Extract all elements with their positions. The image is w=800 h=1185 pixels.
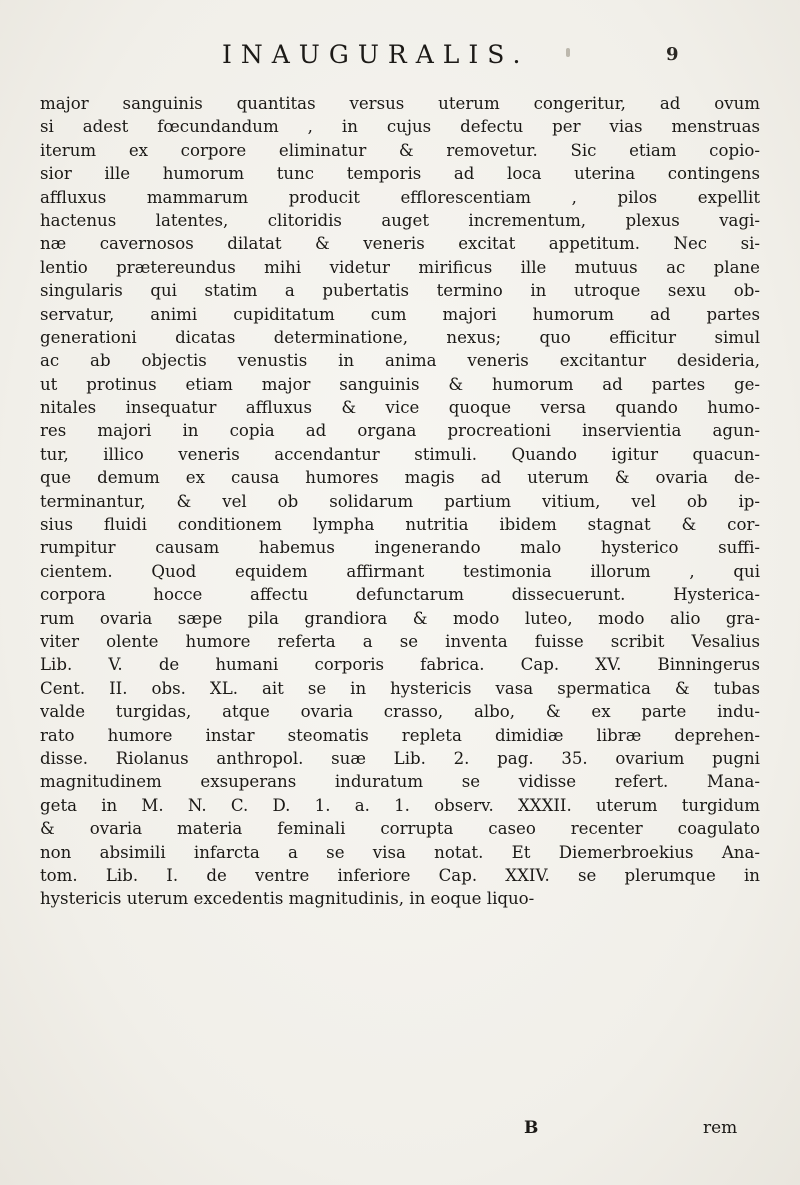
signature-mark: B xyxy=(524,1118,539,1138)
text-line: tur, illico veneris accendantur stimuli. Quando igitur quacun- xyxy=(40,444,760,464)
text-line: viter olente humore referta a se inventa fuisse scribit Vesalius xyxy=(40,631,760,651)
page-number: 9 xyxy=(666,44,679,65)
text-line: corpora hocce affectu defunctarum dissecuerunt. Hysterica- xyxy=(40,585,760,605)
text-line: sior ille humorum tunc temporis ad loca uterina contingens xyxy=(40,164,760,184)
text-line: disse. Riolanus anthropol. suæ Lib. 2. pag. 35. ovarium pugni xyxy=(40,748,760,768)
text-line: nitales insequatur affluxus & vice quoque versa quando humo- xyxy=(40,398,760,418)
text-line: sius fluidi conditionem lympha nutritia ibidem stagnat & cor- xyxy=(40,515,760,535)
text-line: que demum ex causa humores magis ad uterum & ovaria de- xyxy=(40,468,760,488)
text-line: affluxus mammarum producit efflorescentiam , pilos expellit xyxy=(40,187,760,207)
text-line: generationi dicatas determinatione, nexus; quo efficitur simul xyxy=(40,327,760,347)
text-line: hystericis uterum excedentis magnitudinis, in eoque liquo- xyxy=(40,889,535,909)
page-header xyxy=(0,40,800,80)
page-footer xyxy=(0,1118,800,1148)
text-line: iterum ex corpore eliminatur & removetur. Sic etiam copio- xyxy=(40,140,760,160)
ink-smudge xyxy=(566,48,570,57)
text-line: næ cavernosos dilatat & veneris excitat appetitum. Nec si- xyxy=(40,234,760,254)
text-line: Cent. II. obs. XL. ait se in hystericis vasa spermatica & tubas xyxy=(40,678,760,698)
text-line: non absimili infarcta a se visa notat. Et Diemerbroekius Ana- xyxy=(40,842,760,862)
text-line: tom. Lib. I. de ventre inferiore Cap. XXIV. se plerumque in xyxy=(40,865,760,885)
text-line: hactenus latentes, clitoridis auget incrementum, plexus vagi- xyxy=(40,210,760,230)
text-line: Lib. V. de humani corporis fabrica. Cap. XV. Binningerus xyxy=(40,655,760,675)
text-line: & ovaria materia feminali corrupta caseo recenter coagulato xyxy=(40,819,760,839)
body-text xyxy=(40,92,760,911)
text-line: magnitudinem exsuperans induratum se vidisse refert. Mana- xyxy=(40,772,760,792)
text-line: rato humore instar steomatis repleta dimidiæ libræ deprehen- xyxy=(40,725,760,745)
text-line: valde turgidas, atque ovaria crasso, albo, & ex parte indu- xyxy=(40,702,760,722)
catchword: rem xyxy=(703,1118,738,1138)
text-line: singularis qui statim a pubertatis termino in utroque sexu ob- xyxy=(40,281,760,301)
text-line: terminantur, & vel ob solidarum partium vitium, vel ob ip- xyxy=(40,491,760,511)
text-line: major sanguinis quantitas versus uterum congeritur, ad ovum xyxy=(40,94,760,113)
text-line: cientem. Quod equidem affirmant testimonia illorum , qui xyxy=(40,561,760,581)
text-line: si adest fœcundandum , in cujus defectu per vias menstruas xyxy=(40,117,760,137)
text-line: servatur, animi cupiditatum cum majori humorum ad partes xyxy=(40,304,760,324)
text-line: ut protinus etiam major sanguinis & humorum ad partes ge- xyxy=(40,374,760,394)
text-line: geta in M. N. C. D. 1. a. 1. observ. XXXII. uterum turgidum xyxy=(40,795,760,815)
text-line: lentio prætereundus mihi videtur mirificus ille mutuus ac plane xyxy=(40,257,760,277)
running-title: INAUGURALIS. xyxy=(222,40,530,69)
text-line: rumpitur causam habemus ingenerando malo hysterico suffi- xyxy=(40,538,760,558)
text-line: ac ab objectis venustis in anima veneris excitantur desideria, xyxy=(40,351,760,371)
text-line: rum ovaria sæpe pila grandiora & modo luteo, modo alio gra- xyxy=(40,608,760,628)
text-line: res majori in copia ad organa procreationi inservientia agun- xyxy=(40,421,760,441)
